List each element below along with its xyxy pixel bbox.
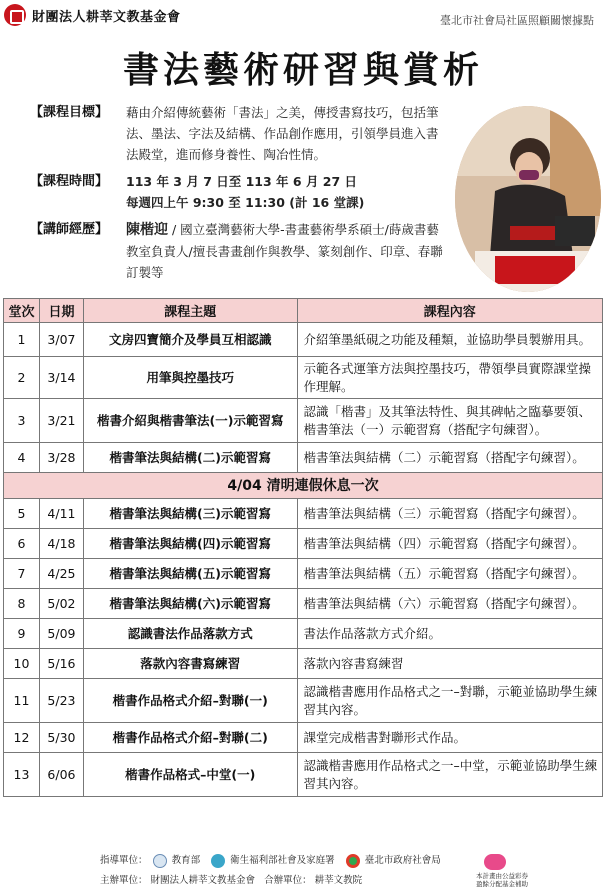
row-date: 5/16 — [39, 649, 83, 679]
row-content: 楷書筆法與結構（四）示範習寫（搭配字句練習）。 — [297, 529, 602, 559]
row-content: 示範各式運筆方法與控墨技巧，帶領學員實際課堂操作理解。 — [297, 357, 602, 399]
teacher-photo — [455, 106, 601, 292]
header-content: 課程內容 — [297, 299, 602, 323]
row-topic: 楷書介紹與楷書筆法(一)示範習寫 — [83, 399, 297, 443]
goal-label: 【課程目標】 — [30, 105, 109, 120]
row-content: 課堂完成楷書對聯形式作品。 — [297, 723, 602, 753]
teacher-text — [126, 219, 450, 283]
row-date: 5/23 — [39, 679, 83, 723]
moe-logo-icon — [153, 854, 167, 868]
row-content: 認識楷書應用作品格式之一–中堂，示範並協助學生練習其內容。 — [297, 753, 602, 797]
table-row — [4, 619, 603, 649]
row-topic: 楷書作品格式介紹–對聯(一) — [83, 679, 297, 723]
row-topic: 楷書作品格式–中堂(一) — [83, 753, 297, 797]
row-no: 8 — [4, 589, 40, 619]
guide-moe: 教育部 — [171, 855, 201, 866]
row-date: 5/02 — [39, 589, 83, 619]
table-row — [4, 323, 603, 357]
row-no: 3 — [4, 399, 40, 443]
row-topic: 用筆與控墨技巧 — [83, 357, 297, 399]
table-row — [4, 499, 603, 529]
row-topic: 楷書作品格式介紹–對聯(二) — [83, 723, 297, 753]
row-date: 4/18 — [39, 529, 83, 559]
lottery-line-1: 本計畫由公益彩券 — [476, 872, 528, 880]
row-topic: 楷書筆法與結構(二)示範習寫 — [83, 443, 297, 473]
row-date: 3/21 — [39, 399, 83, 443]
row-topic: 楷書筆法與結構(六)示範習寫 — [83, 589, 297, 619]
row-no: 1 — [4, 323, 40, 357]
holiday-row — [4, 473, 603, 499]
lottery-logo-icon — [484, 854, 506, 870]
header-no: 堂次 — [4, 299, 40, 323]
teacher-name: 陳楷迎 — [126, 222, 168, 238]
lottery-text — [474, 872, 530, 888]
course-info — [30, 102, 450, 289]
table-row — [4, 753, 603, 797]
table-header-row — [4, 299, 603, 323]
host-label: 主辦單位： — [100, 875, 148, 886]
row-date: 5/30 — [39, 723, 83, 753]
row-topic: 文房四寶簡介及學員互相認識 — [83, 323, 297, 357]
row-date: 3/14 — [39, 357, 83, 399]
row-topic: 落款內容書寫練習 — [83, 649, 297, 679]
time-line-1: 113 年 3 月 7 日至 113 年 6 月 27 日 — [126, 174, 358, 189]
row-topic: 楷書筆法與結構(四)示範習寫 — [83, 529, 297, 559]
guide-mohw: 衛生福利部社會及家庭署 — [230, 855, 335, 866]
holiday-text: 4/04 清明連假休息一次 — [4, 473, 603, 499]
row-topic: 楷書筆法與結構(三)示範習寫 — [83, 499, 297, 529]
row-date: 4/11 — [39, 499, 83, 529]
host-name: 財團法人耕莘文教基金會 — [150, 875, 256, 886]
table-row — [4, 679, 603, 723]
row-no: 6 — [4, 529, 40, 559]
row-topic: 認識書法作品落款方式 — [83, 619, 297, 649]
row-content: 楷書筆法與結構（六）示範習寫（搭配字句練習）。 — [297, 589, 602, 619]
lottery-line-2: 盈餘分配基金補助 — [476, 880, 528, 888]
co-name: 耕莘文教院 — [314, 875, 363, 886]
table-row — [4, 357, 603, 399]
row-content: 楷書筆法與結構（五）示範習寫（搭配字句練習）。 — [297, 559, 602, 589]
row-no: 2 — [4, 357, 40, 399]
row-no: 10 — [4, 649, 40, 679]
teacher-bio: / 國立臺灣藝術大學-書畫藝術學系碩士/蒔歲書藝教室負責人/擅長書畫創作與教學、篆刻創作、印章、春聯訂製等 — [126, 222, 443, 280]
row-no: 12 — [4, 723, 40, 753]
table-row — [4, 559, 603, 589]
row-no: 4 — [4, 443, 40, 473]
venue-name: 臺北市社會局社區照顧關懷據點 — [440, 14, 594, 27]
page-title: 書法藝術研習與賞析 — [122, 49, 483, 91]
row-no: 9 — [4, 619, 40, 649]
taipei-logo-icon — [346, 854, 360, 868]
row-no: 5 — [4, 499, 40, 529]
header — [0, 0, 606, 40]
guide-label: 指導單位： — [100, 855, 148, 866]
row-content: 楷書筆法與結構（三）示範習寫（搭配字句練習）。 — [297, 499, 602, 529]
table-row — [4, 443, 603, 473]
mohw-logo-icon — [211, 854, 225, 868]
guide-taipei: 臺北市政府社會局 — [364, 855, 441, 866]
time-row — [30, 171, 450, 213]
lottery-badge — [482, 854, 536, 870]
teacher-label: 【講師經歷】 — [30, 222, 109, 237]
row-content: 認識「楷書」及其筆法特性、與其碑帖之臨摹要領、楷書筆法（一）示範習寫（搭配字句練習）。 — [297, 399, 602, 443]
goal-text: 藉由介紹傳統藝術「書法」之美，傳授書寫技巧，包括筆法、墨法、字法及結構、作品創作應用，引領學員進入書法殿堂，進而修身養性、陶冶性情。 — [126, 105, 439, 162]
footer — [0, 848, 606, 889]
table-row — [4, 649, 603, 679]
row-no: 13 — [4, 753, 40, 797]
row-date: 3/07 — [39, 323, 83, 357]
time-line-2: 每週四上午 9:30 至 11:30 (計 16 堂課) — [126, 195, 365, 210]
foundation-logo-icon — [4, 4, 26, 26]
table-row — [4, 399, 603, 443]
time-label: 【課程時間】 — [30, 174, 109, 189]
row-content: 介紹筆墨紙硯之功能及種類，並協助學員製辦用具。 — [297, 323, 602, 357]
row-topic: 楷書筆法與結構(五)示範習寫 — [83, 559, 297, 589]
table-row — [4, 589, 603, 619]
goal-row — [30, 102, 450, 165]
row-content: 落款內容書寫練習 — [297, 649, 602, 679]
row-content: 認識楷書應用作品格式之一–對聯，示範並協助學生練習其內容。 — [297, 679, 602, 723]
row-date: 3/28 — [39, 443, 83, 473]
row-date: 4/25 — [39, 559, 83, 589]
row-date: 5/09 — [39, 619, 83, 649]
table-row — [4, 723, 603, 753]
header-topic: 課程主題 — [83, 299, 297, 323]
table-row — [4, 529, 603, 559]
row-no: 7 — [4, 559, 40, 589]
row-no: 11 — [4, 679, 40, 723]
teacher-row — [30, 219, 450, 283]
schedule-table — [3, 298, 603, 797]
header-date: 日期 — [39, 299, 83, 323]
co-label: 合辦單位： — [264, 875, 312, 886]
row-date: 6/06 — [39, 753, 83, 797]
guide-line — [100, 852, 441, 868]
host-line — [100, 872, 362, 886]
teacher-photo-illustration — [455, 106, 601, 292]
org-name: 財團法人耕莘文教基金會 — [32, 10, 181, 25]
row-content: 楷書筆法與結構（二）示範習寫（搭配字句練習）。 — [297, 443, 602, 473]
row-content: 書法作品落款方式介紹。 — [297, 619, 602, 649]
time-text — [126, 171, 364, 213]
